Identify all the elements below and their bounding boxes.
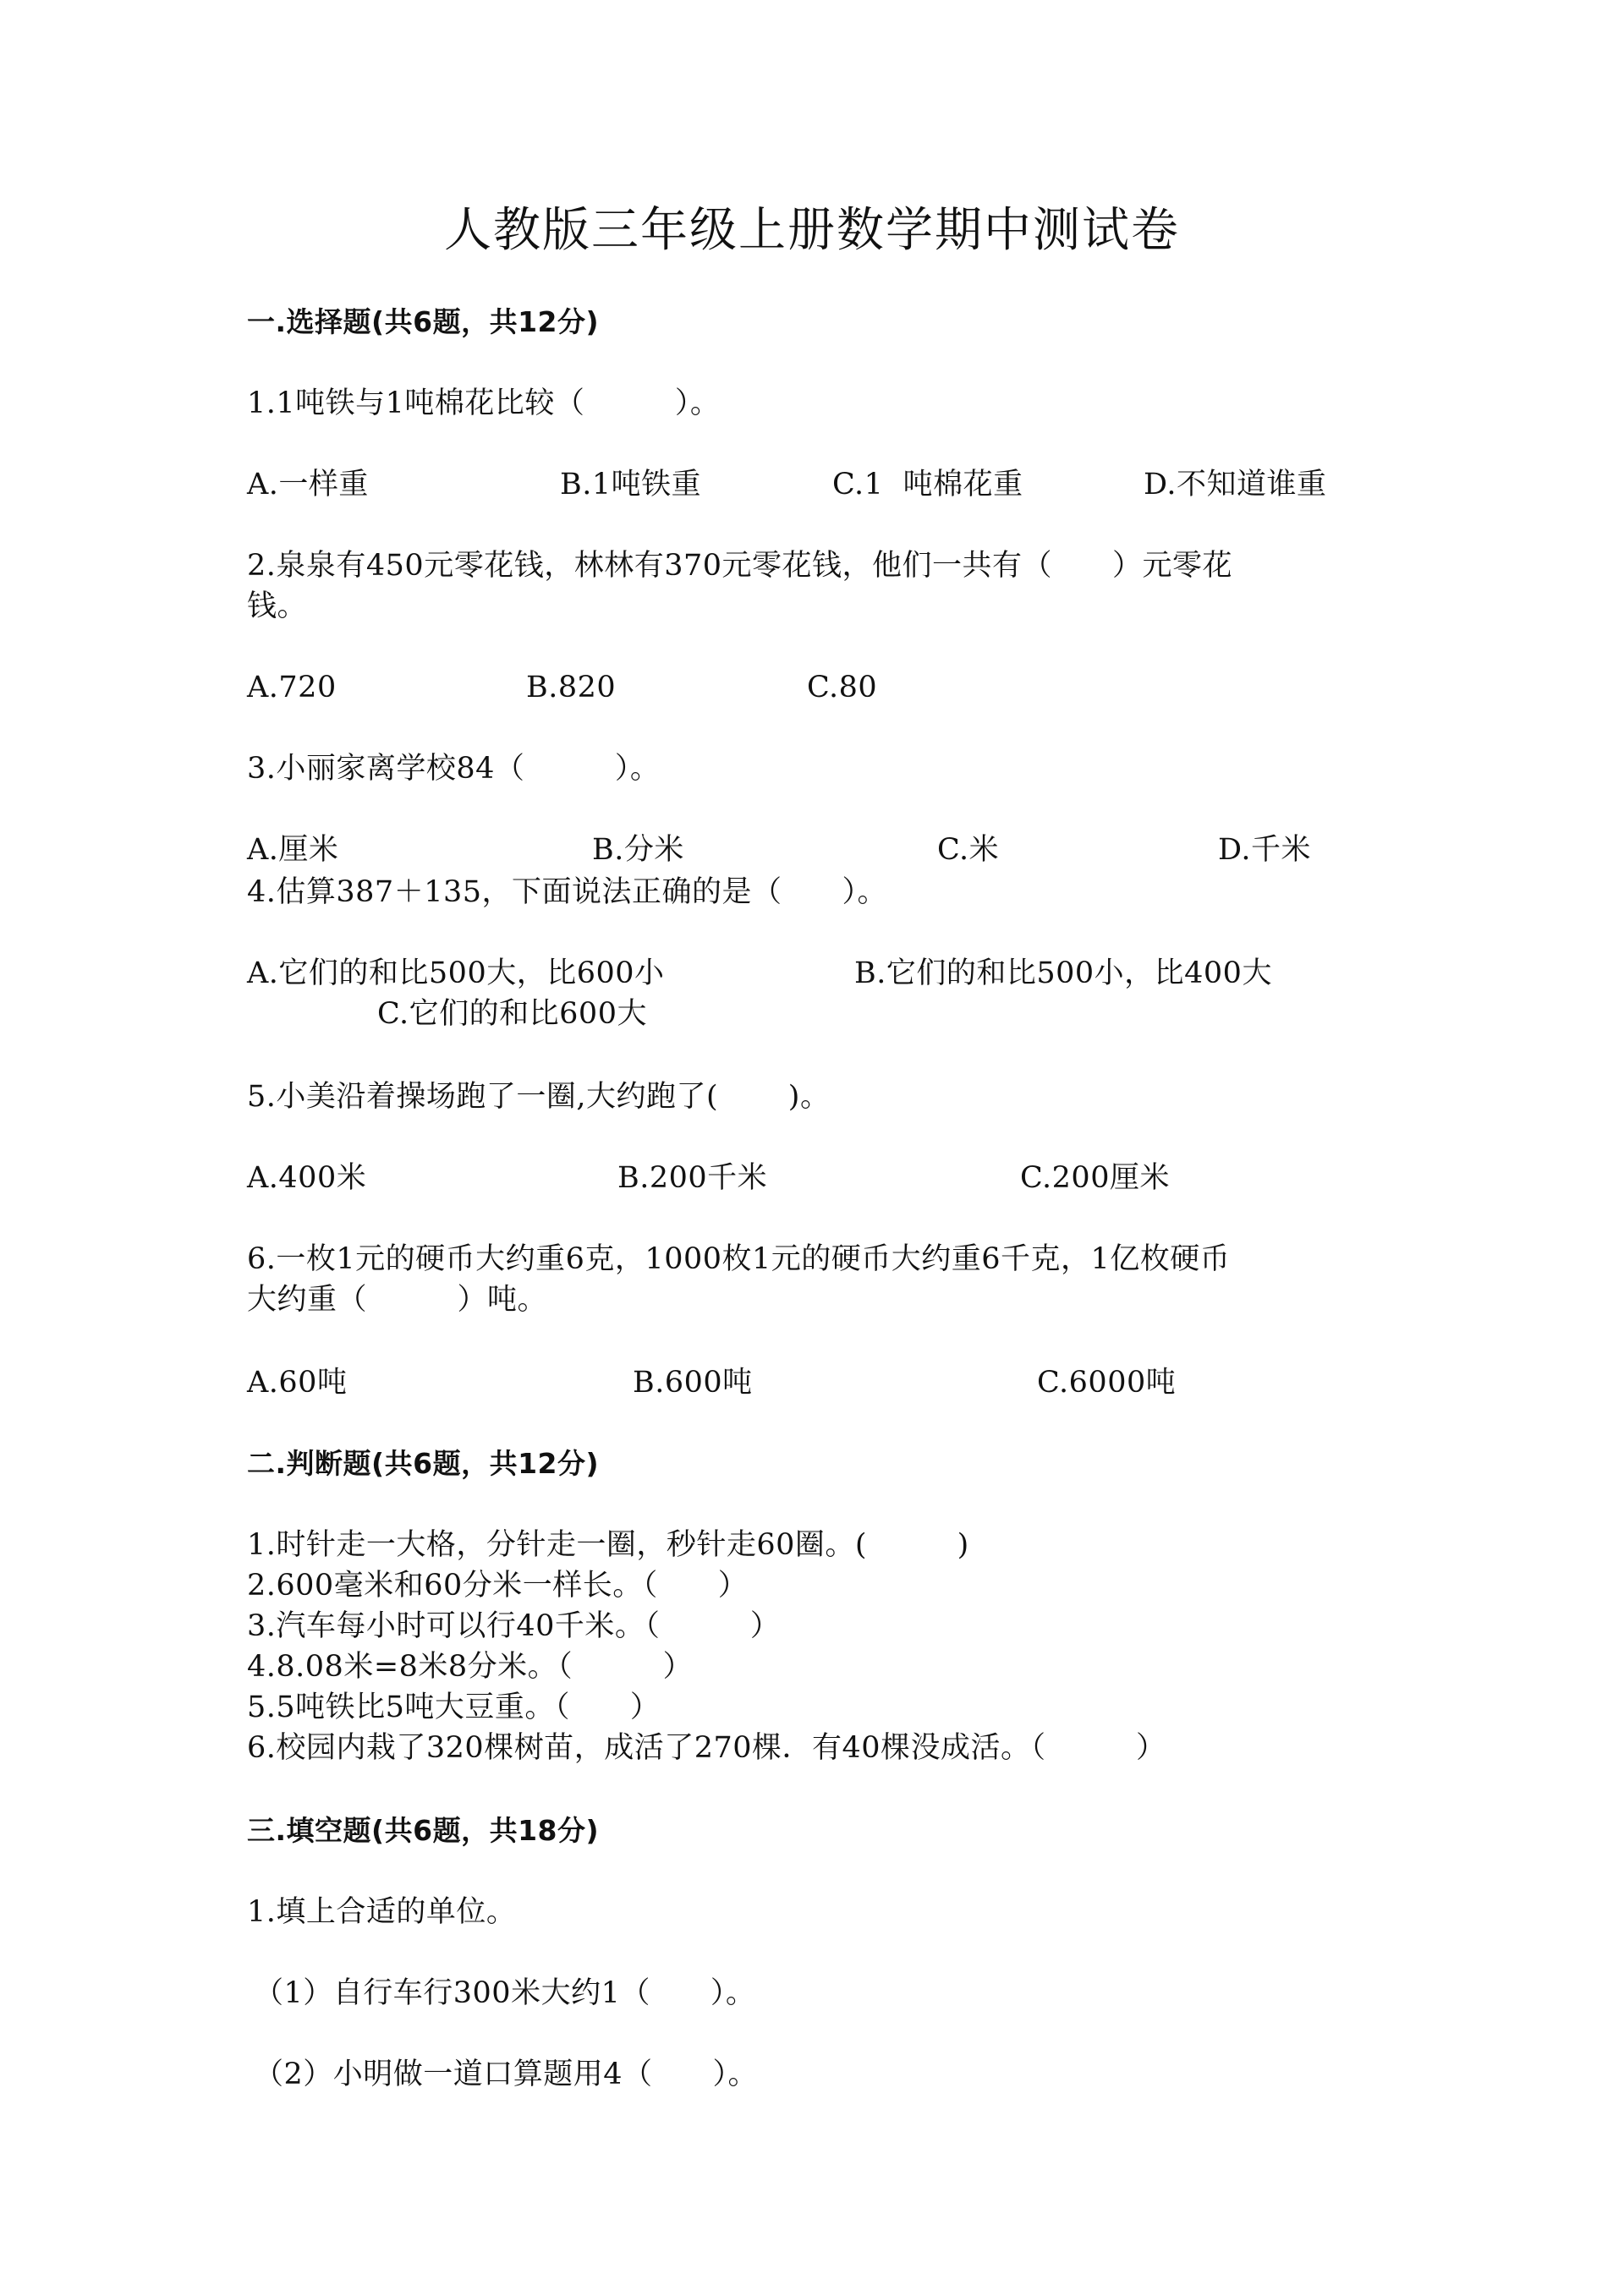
fill-item: 1.填上合适的单位。 <box>247 1895 517 1929</box>
question-stem-continued: 大约重（ ）吨。 <box>247 1283 548 1317</box>
option-c: C.200厘米 <box>1020 1161 1170 1195</box>
question-stem-continued: 钱。 <box>247 589 308 623</box>
question-stem: 6.一枚1元的硬币大约重6克，1000枚1元的硬币大约重6千克，1亿枚硬币 <box>247 1242 1231 1276</box>
page-title: 人教版三年级上册数学期中测试卷 <box>444 203 1180 258</box>
question-stem: 5.小美沿着操场跑了一圈,大约跑了( )。 <box>247 1080 831 1114</box>
option-c: C.米 <box>937 833 1000 867</box>
option-a: A.60吨 <box>247 1366 348 1400</box>
option-a: A.一样重 <box>247 468 369 501</box>
option-a: A.720 <box>247 671 337 704</box>
option-c: C.80 <box>807 671 878 704</box>
option-b: B.分米 <box>592 833 684 867</box>
option-b: B.1吨铁重 <box>560 468 702 501</box>
judge-item: 3.汽车每小时可以行40千米。（ ） <box>247 1609 781 1643</box>
option-b: B.820 <box>526 671 617 704</box>
fill-subitem: （1）自行车行300米大约1（ ）。 <box>254 1976 756 2010</box>
section-heading-choice: 一.选择题(共6题，共12分) <box>247 305 600 338</box>
judge-item: 2.600毫米和60分米一样长。（ ） <box>247 1569 749 1603</box>
option-d: D.不知道谁重 <box>1144 468 1327 501</box>
question-stem: 2.泉泉有450元零花钱，林林有370元零花钱，他们一共有（ ）元零花 <box>247 549 1233 583</box>
question-stem: 3.小丽家离学校84（ ）。 <box>247 752 661 786</box>
question-stem: 1.1吨铁与1吨棉花比较（ ）。 <box>247 386 721 420</box>
question-stem: 4.估算387＋135，下面说法正确的是（ ）。 <box>247 875 888 909</box>
fill-subitem: （2）小明做一道口算题用4（ ）。 <box>254 2058 759 2091</box>
judge-item: 5.5吨铁比5吨大豆重。（ ） <box>247 1690 661 1724</box>
judge-item: 1.时针走一大格，分针走一圈，秒针走60圈。( ) <box>247 1528 969 1562</box>
option-a: A.400米 <box>247 1161 367 1195</box>
option-b: B.200千米 <box>617 1161 768 1195</box>
option-a: A.它们的和比500大，比600小 <box>247 956 665 990</box>
option-c: C.它们的和比600大 <box>377 997 647 1031</box>
option-c: C.1 吨棉花重 <box>832 468 1023 501</box>
option-a: A.厘米 <box>247 833 339 867</box>
section-heading-judge: 二.判断题(共6题，共12分) <box>247 1447 600 1480</box>
judge-item: 4.8.08米=8米8分米。（ ） <box>247 1650 694 1684</box>
judge-item: 6.校园内栽了320棵树苗，成活了270棵．有40棵没成活。（ ） <box>247 1731 1166 1765</box>
section-heading-fill: 三.填空题(共6题，共18分) <box>247 1814 600 1847</box>
option-d: D.千米 <box>1218 833 1311 867</box>
option-b: B.它们的和比500小，比400大 <box>854 956 1272 990</box>
option-b: B.600吨 <box>633 1366 753 1400</box>
option-c: C.6000吨 <box>1037 1366 1177 1400</box>
